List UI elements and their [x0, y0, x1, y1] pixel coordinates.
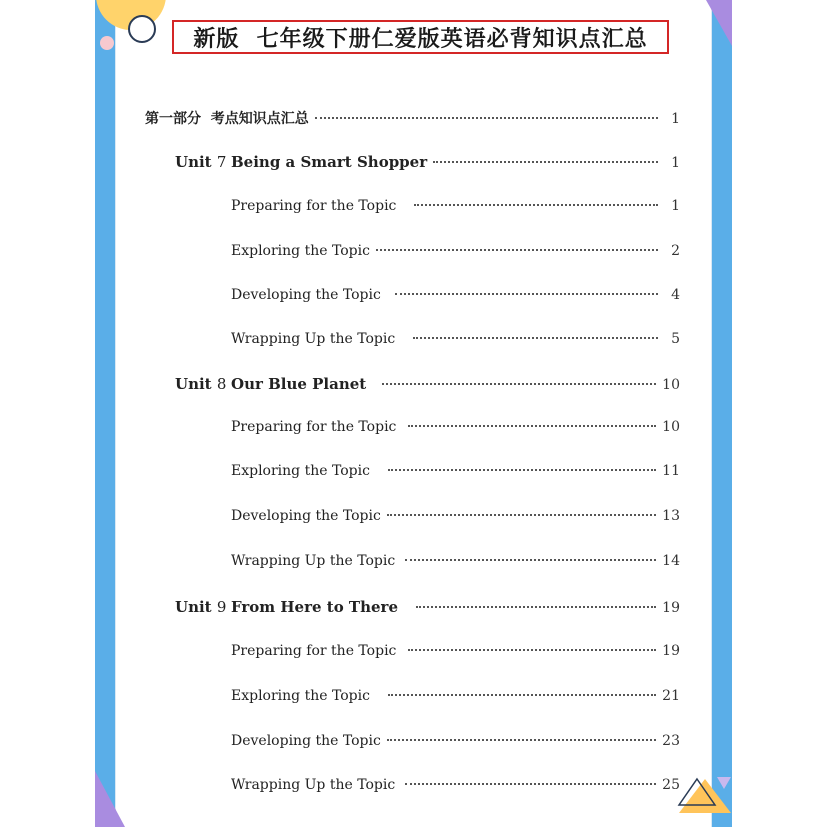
unit-title: Our Blue Planet — [231, 375, 367, 393]
toc-topic-entry[interactable] — [231, 553, 680, 569]
page-number: 14 — [662, 553, 680, 569]
leader-dots — [387, 514, 656, 516]
page-number: 1 — [671, 155, 680, 171]
unit-number — [175, 375, 231, 393]
toc-topic-entry[interactable] — [231, 508, 680, 524]
page-number: 13 — [662, 508, 680, 524]
leader-dots — [315, 117, 658, 119]
leader-dots — [414, 204, 658, 206]
leader-dots — [387, 739, 656, 741]
toc-topic-entry[interactable] — [231, 198, 680, 214]
topic-label: Developing the Topic — [231, 287, 381, 303]
page-number: 10 — [662, 419, 680, 435]
leader-dots — [395, 293, 658, 295]
page-number: 19 — [662, 643, 680, 659]
topic-label: Preparing for the Topic — [231, 198, 397, 214]
leader-dots — [382, 383, 656, 385]
toc-topic-entry[interactable] — [231, 643, 680, 659]
toc-unit-entry[interactable] — [175, 598, 680, 616]
unit-title: From Here to There — [231, 598, 398, 616]
page-number: 1 — [671, 198, 680, 214]
unit-num: 9 — [216, 598, 227, 616]
toc-part-entry[interactable] — [145, 108, 680, 128]
unit-number — [175, 153, 231, 171]
leader-dots — [416, 606, 656, 608]
unit-num: 7 — [216, 153, 227, 171]
topic-label: Developing the Topic — [231, 508, 381, 524]
topic-label: Preparing for the Topic — [231, 419, 397, 435]
topic-label: Preparing for the Topic — [231, 643, 397, 659]
page-number: 23 — [662, 733, 680, 749]
topic-label: Developing the Topic — [231, 733, 381, 749]
toc-topic-entry[interactable] — [231, 463, 680, 479]
toc-topic-entry[interactable] — [231, 419, 680, 435]
toc-topic-entry[interactable] — [231, 733, 680, 749]
toc-unit-entry[interactable] — [175, 153, 680, 171]
page-number: 19 — [662, 600, 680, 616]
page-number: 4 — [671, 287, 680, 303]
page-number: 21 — [662, 688, 680, 704]
topic-label: Exploring the Topic — [231, 688, 370, 704]
leader-dots — [413, 337, 658, 339]
leader-dots — [388, 469, 656, 471]
topic-label: Wrapping Up the Topic — [231, 777, 396, 793]
leader-dots — [388, 694, 656, 696]
topic-label: Wrapping Up the Topic — [231, 553, 396, 569]
unit-word: Unit — [175, 598, 212, 616]
leader-dots — [376, 249, 658, 251]
page-number: 25 — [662, 777, 680, 793]
unit-title: Being a Smart Shopper — [231, 153, 428, 171]
toc-topic-entry[interactable] — [231, 287, 680, 303]
topic-label: Exploring the Topic — [231, 243, 370, 259]
document-title: 新版 七年级下册仁爱版英语必背知识点汇总 — [193, 25, 648, 52]
leader-dots — [408, 649, 656, 651]
unit-num: 8 — [216, 375, 227, 393]
leader-dots — [405, 559, 656, 561]
toc-topic-entry[interactable] — [231, 777, 680, 793]
toc-topic-entry[interactable] — [231, 688, 680, 704]
unit-number — [175, 598, 231, 616]
page-number: 1 — [671, 111, 680, 127]
part-label: 第一部分 考点知识点汇总 — [145, 111, 309, 127]
topic-label: Exploring the Topic — [231, 463, 370, 479]
page-number: 11 — [662, 463, 680, 479]
toc-topic-entry[interactable] — [231, 243, 680, 259]
unit-word: Unit — [175, 375, 212, 393]
page-number: 10 — [662, 377, 680, 393]
leader-dots — [405, 783, 656, 785]
topic-label: Wrapping Up the Topic — [231, 331, 396, 347]
leader-dots — [408, 425, 656, 427]
toc-unit-entry[interactable] — [175, 375, 680, 393]
toc-topic-entry[interactable] — [231, 331, 680, 347]
page-number: 2 — [671, 243, 680, 259]
leader-dots — [433, 161, 658, 163]
unit-word: Unit — [175, 153, 212, 171]
page-number: 5 — [671, 331, 680, 347]
